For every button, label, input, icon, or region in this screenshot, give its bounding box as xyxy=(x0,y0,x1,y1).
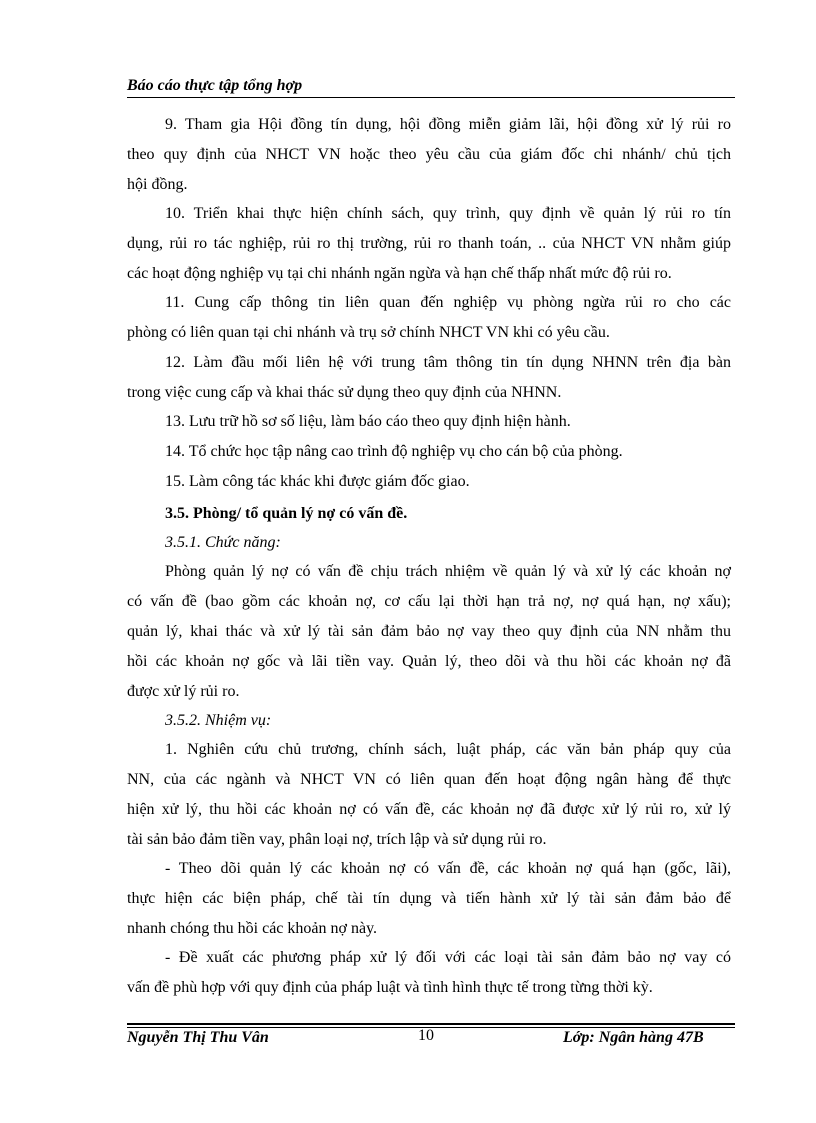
function-line-4: hồi các khoản nợ gốc và lãi tiền vay. Quản lý, theo dõi và thu hồi các khoản nợ đã xyxy=(127,653,731,670)
running-header: Báo cáo thực tập tổng hợp xyxy=(127,77,303,94)
footer-rule-thick xyxy=(127,1023,735,1025)
item-9-line-2: theo quy định của NHCT VN hoặc theo yêu cầu của giám đốc chi nhánh/ chủ tịch xyxy=(127,146,731,163)
task-1-line-2: NN, của các ngành và NHCT VN có liên quan đến hoạt động ngân hàng để thực xyxy=(127,771,731,788)
function-line-2: có vấn đề (bao gồm các khoản nợ, cơ cấu lại thời hạn trả nợ, nợ quá hạn, nợ xấu); xyxy=(127,593,731,610)
page-number: 10 xyxy=(418,1027,434,1044)
footer-class: Lớp: Ngân hàng 47B xyxy=(563,1029,704,1046)
function-line-1: Phòng quản lý nợ có vấn đề chịu trách nhiệm về quản lý và xử lý các khoản nợ xyxy=(165,563,731,580)
bullet-2-line-2: vấn đề phù hợp với quy định của pháp luật và tình hình thực tế trong từng thời kỳ. xyxy=(127,979,653,996)
item-12-line-1: 12. Làm đầu mối liên hệ với trung tâm thông tin tín dụng NHNN trên địa bàn xyxy=(165,354,731,371)
footer-author: Nguyễn Thị Thu Vân xyxy=(127,1029,269,1046)
item-10-line-2: dụng, rủi ro tác nghiệp, rủi ro thị trường, rủi ro thanh toán, .. của NHCT VN nhằm giúp xyxy=(127,235,731,252)
header-rule xyxy=(127,97,735,98)
item-9-line-3: hội đồng. xyxy=(127,176,188,193)
item-14: 14. Tổ chức học tập nâng cao trình độ nghiệp vụ cho cán bộ của phòng. xyxy=(165,443,623,460)
bullet-1-line-3: nhanh chóng thu hồi các khoản nợ này. xyxy=(127,920,378,937)
function-line-5: được xử lý rủi ro. xyxy=(127,683,240,700)
subheading-3-5-1: 3.5.1. Chức năng: xyxy=(165,534,281,551)
bullet-1-line-2: thực hiện các biện pháp, chế tài tín dụng và tiến hành xử lý tài sản đảm bảo để xyxy=(127,890,731,907)
item-11-line-2: phòng có liên quan tại chi nhánh và trụ sở chính NHCT VN khi có yêu cầu. xyxy=(127,324,610,341)
item-12-line-2: trong việc cung cấp và khai thác sử dụng theo quy định của NHNN. xyxy=(127,384,562,401)
section-heading-3-5: 3.5. Phòng/ tổ quản lý nợ có vấn đề. xyxy=(165,505,408,522)
task-1-line-1: 1. Nghiên cứu chủ trương, chính sách, luật pháp, các văn bản pháp quy của xyxy=(165,741,731,758)
item-15: 15. Làm công tác khác khi được giám đốc giao. xyxy=(165,473,470,490)
function-line-3: quản lý, khai thác và xử lý tài sản đảm bảo nợ vay theo quy định của NN nhằm thu xyxy=(127,623,731,640)
item-10-line-1: 10. Triển khai thực hiện chính sách, quy trình, quy định về quản lý rủi ro tín xyxy=(165,205,731,222)
task-1-line-4: tài sản bảo đảm tiền vay, phân loại nợ, trích lập và sử dụng rủi ro. xyxy=(127,831,547,848)
bullet-2-line-1: - Đề xuất các phương pháp xử lý đối với các loại tài sản đảm bảo nợ vay có xyxy=(165,949,731,966)
bullet-1-line-1: - Theo dõi quản lý các khoản nợ có vấn đề, các khoản nợ quá hạn (gốc, lãi), xyxy=(165,860,731,877)
item-11-line-1: 11. Cung cấp thông tin liên quan đến nghiệp vụ phòng ngừa rủi ro cho các xyxy=(165,294,731,311)
item-10-line-3: các hoạt động nghiệp vụ tại chi nhánh ngăn ngừa và hạn chế thấp nhất mức độ rủi ro. xyxy=(127,265,672,282)
item-9-line-1: 9. Tham gia Hội đồng tín dụng, hội đồng miễn giảm lãi, hội đồng xử lý rủi ro xyxy=(165,116,731,133)
subheading-3-5-2: 3.5.2. Nhiệm vụ: xyxy=(165,712,272,729)
task-1-line-3: hiện xử lý, thu hồi các khoản nợ có vấn đề, các khoản nợ đã được xử lý rủi ro, xử lý xyxy=(127,801,731,818)
item-13: 13. Lưu trữ hồ sơ số liệu, làm báo cáo theo quy định hiện hành. xyxy=(165,413,571,430)
